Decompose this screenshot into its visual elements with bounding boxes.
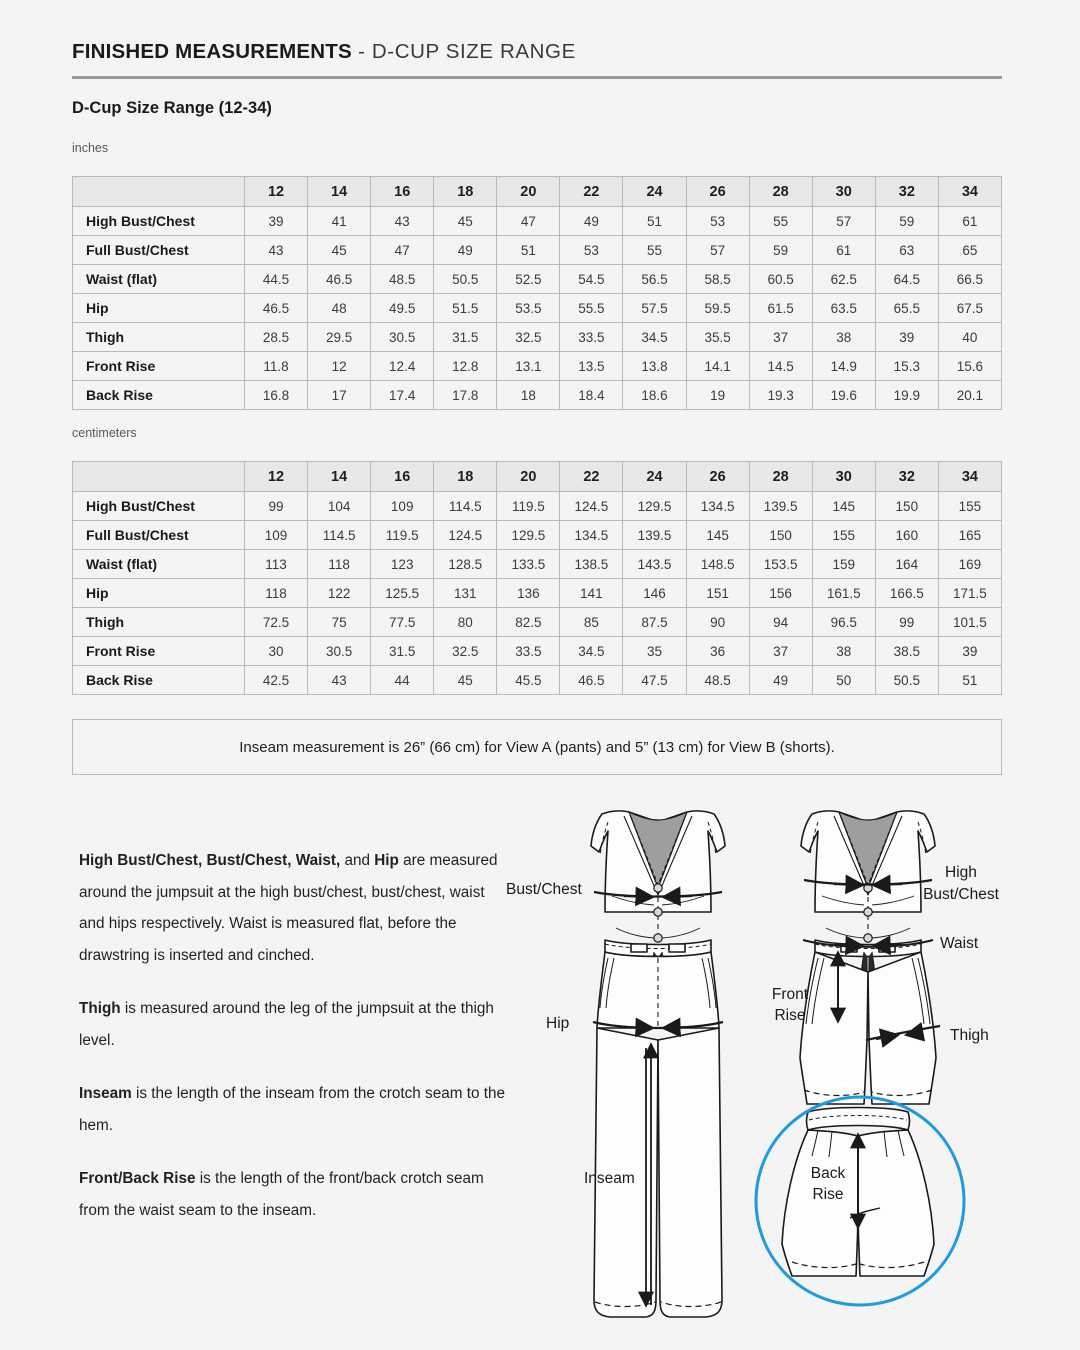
column-header-size: 14: [308, 462, 371, 492]
label-back-rise-2: Rise: [812, 1186, 844, 1203]
row-label: Thigh: [73, 608, 245, 637]
measurement-cell: 51: [497, 236, 560, 265]
measurement-cell: 99: [875, 608, 938, 637]
measurement-cell: 49: [749, 666, 812, 695]
measurement-cell: 13.5: [560, 352, 623, 381]
measurement-cell: 20.1: [938, 381, 1001, 410]
table-corner-cell: [73, 462, 245, 492]
measurement-cell: 30.5: [371, 323, 434, 352]
measurement-cell: 77.5: [371, 608, 434, 637]
header-divider: [72, 76, 1002, 79]
desc-bold-2: Thigh: [79, 1000, 121, 1017]
measurement-cell: 118: [308, 550, 371, 579]
measurement-cell: 52.5: [497, 265, 560, 294]
measurement-cell: 46.5: [560, 666, 623, 695]
measurement-cell: 139.5: [749, 492, 812, 521]
table-row: [73, 381, 1002, 410]
label-waist: Waist: [940, 935, 979, 952]
table-row: [73, 550, 1002, 579]
measurement-cell: 59: [875, 207, 938, 236]
measurement-cell: 128.5: [434, 550, 497, 579]
measurement-cell: 47: [371, 236, 434, 265]
measurement-cell: 55: [749, 207, 812, 236]
measurement-cell: 45: [434, 666, 497, 695]
measurement-cell: 48.5: [686, 666, 749, 695]
measurement-cell: 61: [938, 207, 1001, 236]
measurement-cell: 114.5: [308, 521, 371, 550]
measurement-description: [79, 845, 509, 1248]
section-title: D-Cup Size Range (12-34): [72, 99, 272, 117]
measurement-cell: 57: [686, 236, 749, 265]
measurement-cell: 41: [308, 207, 371, 236]
measurement-cell: 85: [560, 608, 623, 637]
column-header-size: 34: [938, 462, 1001, 492]
table-row: [73, 207, 1002, 236]
measurement-cell: 59: [749, 236, 812, 265]
measurement-cell: 12.4: [371, 352, 434, 381]
measurement-cell: 118: [245, 579, 308, 608]
row-label: Waist (flat): [73, 550, 245, 579]
description-paragraph-4: [79, 1163, 509, 1226]
measurement-cell: 155: [812, 521, 875, 550]
measurement-cell: 53: [560, 236, 623, 265]
column-header-size: 18: [434, 462, 497, 492]
measurement-cell: 48: [308, 294, 371, 323]
column-header-size: 16: [371, 177, 434, 207]
measurement-cell: 166.5: [875, 579, 938, 608]
measurement-cell: 114.5: [434, 492, 497, 521]
measurement-cell: 99: [245, 492, 308, 521]
measurement-cell: 143.5: [623, 550, 686, 579]
measurement-cell: 45: [434, 207, 497, 236]
table-row: [73, 323, 1002, 352]
measurement-cell: 119.5: [497, 492, 560, 521]
row-label: Full Bust/Chest: [73, 236, 245, 265]
measurement-cell: 17.4: [371, 381, 434, 410]
measurement-cell: 60.5: [749, 265, 812, 294]
measurement-cell: 56.5: [623, 265, 686, 294]
row-label: Hip: [73, 294, 245, 323]
desc-bold-1a: High Bust/Chest, Bust/Chest, Waist,: [79, 852, 341, 869]
row-label: Front Rise: [73, 637, 245, 666]
measurement-cell: 33.5: [560, 323, 623, 352]
desc-bold-3: Inseam: [79, 1085, 132, 1102]
description-paragraph-3: [79, 1078, 509, 1141]
label-thigh: Thigh: [950, 1027, 989, 1044]
desc-rest-1: are measured around the jumpsuit at the high bust/chest, bust/chest, waist and hips respectively. Waist is measured flat, before the drawstring is inserted and cinched.: [79, 852, 498, 964]
technical-illustration: [498, 800, 1023, 1348]
measurement-cell: 153.5: [749, 550, 812, 579]
column-header-size: 28: [749, 177, 812, 207]
measurement-cell: 169: [938, 550, 1001, 579]
table-row: [73, 265, 1002, 294]
row-label: Hip: [73, 579, 245, 608]
measurement-cell: 34.5: [560, 637, 623, 666]
measurement-cell: 65.5: [875, 294, 938, 323]
column-header-size: 12: [245, 177, 308, 207]
column-header-size: 20: [497, 462, 560, 492]
measurements-table-centimeters: [72, 461, 1002, 695]
measurement-cell: 39: [938, 637, 1001, 666]
measurement-cell: 145: [686, 521, 749, 550]
measurement-cell: 129.5: [497, 521, 560, 550]
measurement-cell: 14.5: [749, 352, 812, 381]
measurement-cell: 134.5: [686, 492, 749, 521]
measurement-cell: 19: [686, 381, 749, 410]
desc-bold-4: Front/Back Rise: [79, 1170, 196, 1187]
measurement-cell: 33.5: [497, 637, 560, 666]
column-header-size: 20: [497, 177, 560, 207]
measurement-cell: 101.5: [938, 608, 1001, 637]
measurement-cell: 165: [938, 521, 1001, 550]
label-inseam: Inseam: [584, 1170, 635, 1187]
measurement-cell: 17.8: [434, 381, 497, 410]
measurement-cell: 150: [749, 521, 812, 550]
measurement-cell: 43: [371, 207, 434, 236]
measurement-cell: 53: [686, 207, 749, 236]
measurement-cell: 72.5: [245, 608, 308, 637]
measurement-cell: 136: [497, 579, 560, 608]
measurement-cell: 161.5: [812, 579, 875, 608]
measurement-cell: 164: [875, 550, 938, 579]
measurement-cell: 19.6: [812, 381, 875, 410]
measurement-cell: 36: [686, 637, 749, 666]
measurement-cell: 11.8: [245, 352, 308, 381]
table-row: [73, 294, 1002, 323]
measurement-cell: 119.5: [371, 521, 434, 550]
measurement-cell: 44.5: [245, 265, 308, 294]
column-header-size: 16: [371, 462, 434, 492]
measurement-cell: 53.5: [497, 294, 560, 323]
back-rise-detail: [756, 1097, 964, 1305]
column-header-size: 22: [560, 462, 623, 492]
table-corner-cell: [73, 177, 245, 207]
table-header-centimeters: [73, 462, 1002, 492]
measurement-cell: 65: [938, 236, 1001, 265]
desc-bold-1b: Hip: [374, 852, 399, 869]
column-header-size: 12: [245, 462, 308, 492]
measurement-cell: 148.5: [686, 550, 749, 579]
measurement-cell: 50: [812, 666, 875, 695]
measurement-cell: 57: [812, 207, 875, 236]
measurement-cell: 30.5: [308, 637, 371, 666]
column-header-size: 32: [875, 177, 938, 207]
measurement-cell: 139.5: [623, 521, 686, 550]
measurement-cell: 124.5: [434, 521, 497, 550]
measurements-table-inches: [72, 176, 1002, 410]
measurement-cell: 43: [245, 236, 308, 265]
label-back-rise-1: Back: [810, 1165, 846, 1182]
table-row: [73, 236, 1002, 265]
table-row: [73, 521, 1002, 550]
column-header-size: 28: [749, 462, 812, 492]
page-title-rest: - D-CUP SIZE RANGE: [351, 40, 576, 63]
table-header-row: [73, 177, 1002, 207]
measurement-cell: 43: [308, 666, 371, 695]
measurement-cell: 131: [434, 579, 497, 608]
label-bust-chest: Bust/Chest: [506, 881, 582, 898]
measurement-cell: 12: [308, 352, 371, 381]
measurement-cell: 80: [434, 608, 497, 637]
measurement-cell: 171.5: [938, 579, 1001, 608]
measurement-cell: 44: [371, 666, 434, 695]
measurement-cell: 18.6: [623, 381, 686, 410]
column-header-size: 30: [812, 462, 875, 492]
column-header-size: 30: [812, 177, 875, 207]
measurement-cell: 32.5: [497, 323, 560, 352]
measurement-cell: 14.9: [812, 352, 875, 381]
row-label: Thigh: [73, 323, 245, 352]
measurement-cell: 104: [308, 492, 371, 521]
desc-rest-3: is the length of the inseam from the crotch seam to the hem.: [79, 1085, 505, 1134]
row-label: High Bust/Chest: [73, 207, 245, 236]
measurement-cell: 49: [560, 207, 623, 236]
measurement-cell: 133.5: [497, 550, 560, 579]
measurement-cell: 55.5: [560, 294, 623, 323]
column-header-size: 18: [434, 177, 497, 207]
measurement-cell: 82.5: [497, 608, 560, 637]
measurement-cell: 87.5: [623, 608, 686, 637]
table-header-inches: [73, 177, 1002, 207]
measurement-cell: 32.5: [434, 637, 497, 666]
measurement-cell: 46.5: [308, 265, 371, 294]
measurement-cell: 19.9: [875, 381, 938, 410]
measurement-cell: 45.5: [497, 666, 560, 695]
measurement-cell: 141: [560, 579, 623, 608]
column-header-size: 24: [623, 177, 686, 207]
measurement-cell: 38: [812, 323, 875, 352]
measurement-cell: 47.5: [623, 666, 686, 695]
table-row: [73, 637, 1002, 666]
table-body-inches: [73, 207, 1002, 410]
measurement-cell: 30: [245, 637, 308, 666]
row-label: Back Rise: [73, 666, 245, 695]
measurement-cell: 46.5: [245, 294, 308, 323]
measurement-cell: 12.8: [434, 352, 497, 381]
measurement-cell: 34.5: [623, 323, 686, 352]
measurement-cell: 75: [308, 608, 371, 637]
measurement-cell: 61.5: [749, 294, 812, 323]
measurement-cell: 31.5: [434, 323, 497, 352]
table-header-row: [73, 462, 1002, 492]
measurement-cell: 160: [875, 521, 938, 550]
label-high-bust-chest-1: High: [945, 864, 977, 881]
description-paragraph-1: [79, 845, 509, 971]
measurement-cell: 38.5: [875, 637, 938, 666]
measurement-cell: 49.5: [371, 294, 434, 323]
measurement-cell: 17: [308, 381, 371, 410]
measurement-cell: 50.5: [434, 265, 497, 294]
measurement-cell: 64.5: [875, 265, 938, 294]
measurement-cell: 63.5: [812, 294, 875, 323]
document-header: [72, 40, 1002, 64]
measurement-cell: 150: [875, 492, 938, 521]
measurement-cell: 13.8: [623, 352, 686, 381]
row-label: High Bust/Chest: [73, 492, 245, 521]
measurement-cell: 159: [812, 550, 875, 579]
measurement-cell: 15.6: [938, 352, 1001, 381]
measurement-cell: 59.5: [686, 294, 749, 323]
measurement-cell: 129.5: [623, 492, 686, 521]
measurement-cell: 18: [497, 381, 560, 410]
label-hip: Hip: [546, 1015, 570, 1032]
measurement-cell: 19.3: [749, 381, 812, 410]
measurement-cell: 66.5: [938, 265, 1001, 294]
measurement-cell: 138.5: [560, 550, 623, 579]
measurement-cell: 155: [938, 492, 1001, 521]
measurement-cell: 37: [749, 637, 812, 666]
measurement-cell: 134.5: [560, 521, 623, 550]
measurement-cell: 29.5: [308, 323, 371, 352]
jumpsuit-shorts-figure: [800, 811, 936, 1104]
desc-rest-2: is measured around the leg of the jumpsuit at the thigh level.: [79, 1000, 494, 1049]
measurement-cell: 50.5: [875, 666, 938, 695]
measurement-cell: 145: [812, 492, 875, 521]
column-header-size: 24: [623, 462, 686, 492]
measurement-cell: 42.5: [245, 666, 308, 695]
measurement-cell: 38: [812, 637, 875, 666]
measurement-cell: 96.5: [812, 608, 875, 637]
measurement-cell: 156: [749, 579, 812, 608]
measurement-cell: 45: [308, 236, 371, 265]
measurement-cell: 51: [623, 207, 686, 236]
measurement-cell: 55: [623, 236, 686, 265]
measurement-cell: 28.5: [245, 323, 308, 352]
measurement-cell: 58.5: [686, 265, 749, 294]
column-header-size: 34: [938, 177, 1001, 207]
measurement-cell: 39: [245, 207, 308, 236]
measurement-cell: 67.5: [938, 294, 1001, 323]
row-label: Front Rise: [73, 352, 245, 381]
column-header-size: 22: [560, 177, 623, 207]
label-front-rise-2: Rise: [774, 1007, 806, 1024]
measurement-cell: 63: [875, 236, 938, 265]
measurement-cell: 62.5: [812, 265, 875, 294]
measurement-cell: 14.1: [686, 352, 749, 381]
page-bottom-fragment: [112, 1340, 272, 1350]
page-title-strong: FINISHED MEASUREMENTS: [72, 40, 352, 63]
measurement-cell: 122: [308, 579, 371, 608]
table-row: [73, 492, 1002, 521]
description-paragraph-2: [79, 993, 509, 1056]
row-label: Full Bust/Chest: [73, 521, 245, 550]
desc-rest-4: is the length of the front/back crotch seam from the waist seam to the inseam.: [79, 1170, 484, 1219]
row-label: Waist (flat): [73, 265, 245, 294]
inseam-note-text: Inseam measurement is 26” (66 cm) for View A (pants) and 5” (13 cm) for View B (shorts).: [239, 738, 835, 756]
measurement-cell: 113: [245, 550, 308, 579]
measurement-cell: 124.5: [560, 492, 623, 521]
measurement-cell: 47: [497, 207, 560, 236]
label-high-bust-chest-2: Bust/Chest: [923, 886, 999, 903]
measurement-cell: 49: [434, 236, 497, 265]
table-row: [73, 352, 1002, 381]
measurement-cell: 48.5: [371, 265, 434, 294]
table-row: [73, 579, 1002, 608]
desc-mid-1: and: [340, 852, 375, 869]
measurement-cell: 109: [371, 492, 434, 521]
measurement-cell: 37: [749, 323, 812, 352]
measurement-cell: 39: [875, 323, 938, 352]
measurement-cell: 51.5: [434, 294, 497, 323]
table-body-centimeters: [73, 492, 1002, 695]
row-label: Back Rise: [73, 381, 245, 410]
measurement-cell: 51: [938, 666, 1001, 695]
inseam-note: [72, 719, 1002, 775]
unit-label-centimeters: centimeters: [72, 426, 137, 440]
measurement-cell: 57.5: [623, 294, 686, 323]
column-header-size: 32: [875, 462, 938, 492]
measurement-cell: 35: [623, 637, 686, 666]
measurement-cell: 90: [686, 608, 749, 637]
measurement-cell: 94: [749, 608, 812, 637]
measurement-cell: 40: [938, 323, 1001, 352]
column-header-size: 26: [686, 177, 749, 207]
measurement-cell: 31.5: [371, 637, 434, 666]
measurement-cell: 15.3: [875, 352, 938, 381]
label-front-rise-1: Front: [771, 986, 809, 1003]
jumpsuit-pants-figure: [591, 811, 725, 1317]
measurement-cell: 146: [623, 579, 686, 608]
measurement-cell: 151: [686, 579, 749, 608]
column-header-size: 26: [686, 462, 749, 492]
measurement-cell: 13.1: [497, 352, 560, 381]
column-header-size: 14: [308, 177, 371, 207]
measurement-cell: 16.8: [245, 381, 308, 410]
measurement-cell: 61: [812, 236, 875, 265]
table-row: [73, 608, 1002, 637]
measurement-cell: 123: [371, 550, 434, 579]
measurement-cell: 109: [245, 521, 308, 550]
unit-label-inches: inches: [72, 141, 109, 155]
measurement-cell: 18.4: [560, 381, 623, 410]
measurement-cell: 54.5: [560, 265, 623, 294]
page-title: [72, 40, 1002, 64]
measurement-cell: 35.5: [686, 323, 749, 352]
table-row: [73, 666, 1002, 695]
measurement-cell: 125.5: [371, 579, 434, 608]
